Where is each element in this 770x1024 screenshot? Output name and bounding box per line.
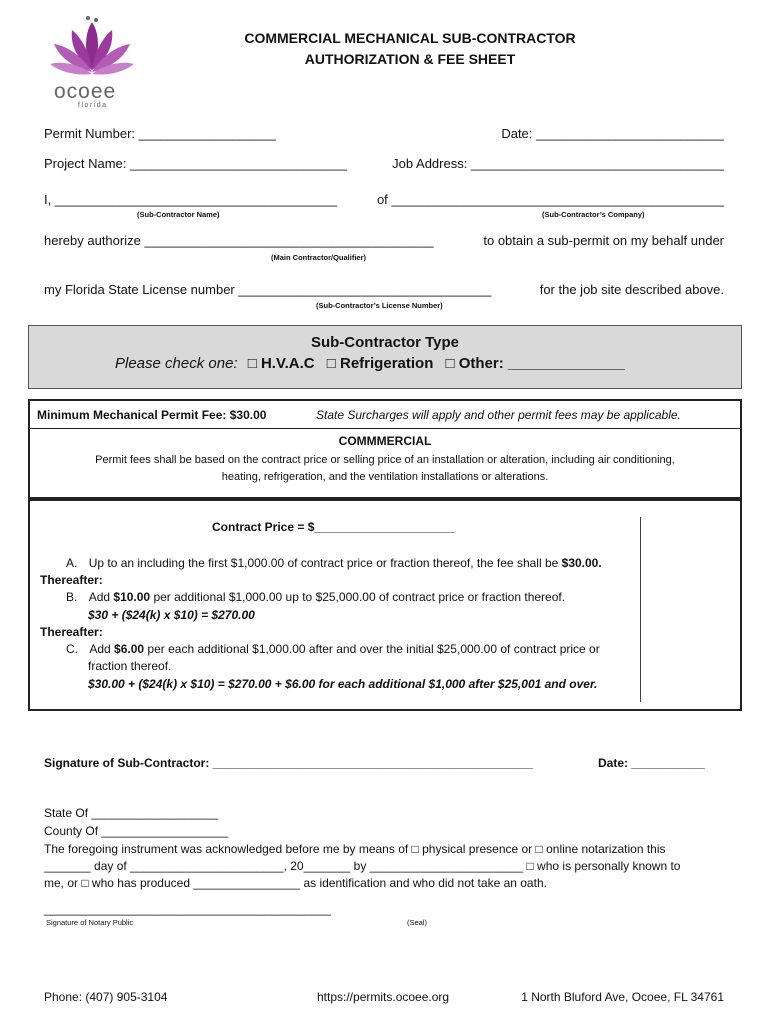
logo-sub: florida: [78, 102, 108, 109]
minimum-fee: Minimum Mechanical Permit Fee: $30.00: [37, 408, 267, 422]
fee-heading: COMMMERCIAL: [338, 434, 432, 448]
calc-right-rule: [640, 517, 641, 702]
rule-c: [66, 642, 600, 656]
footer-phone: Phone: (407) 905-3104: [44, 990, 168, 1004]
rule-c-text: per each additional $1,000.00 after and over the initial $25,000.00 of contract price or: [147, 642, 600, 656]
project-name-field[interactable]: Project Name: ______________________________: [44, 156, 347, 171]
rule-a-label: A.: [66, 556, 78, 570]
notary-line-1: The foregoing instrument was acknowledged before me by means of □ physical presence or □ online notarization this: [44, 842, 666, 856]
title-line-1: COMMERCIAL MECHANICAL SUB-CONTRACTOR: [244, 30, 576, 46]
type-box-options: [115, 355, 625, 372]
license-text: for the job site described above.: [539, 282, 724, 297]
hvac-checkbox[interactable]: □ H.V.A.C: [247, 355, 315, 372]
calculation-box: [28, 499, 742, 711]
sub-contractor-type-box: [28, 325, 742, 389]
page-title: [180, 28, 640, 70]
rule-c-formula: $30.00 + ($24(k) x $10) = $270.00 + $6.00 for each additional $1,000 after $25,001 and over.: [88, 677, 598, 691]
license-caption: (Sub-Contractor’s License Number): [316, 301, 443, 310]
sub-contractor-company-field[interactable]: of ______________________________________________: [376, 192, 724, 207]
rule-c-label: C.: [66, 642, 78, 656]
logo: [44, 14, 140, 110]
contract-price-field[interactable]: Contract Price = $_____________________: [212, 520, 455, 534]
date-field[interactable]: Date: __________________________: [501, 126, 724, 141]
thereafter-1: Thereafter:: [40, 573, 103, 587]
notary-state-field[interactable]: State Of ___________________: [44, 806, 219, 820]
rule-b-pre: Add: [88, 590, 111, 604]
rule-b-text: per additional $1,000.00 up to $25,000.00 of contract price or fraction thereof.: [153, 590, 566, 604]
authorize-text: to obtain a sub-permit on my behalf under: [483, 233, 724, 248]
sub-contractor-name-caption: (Sub-Contractor Name): [137, 210, 220, 219]
fee-description-1: Permit fees shall be based on the contract price or selling price of an installation or alteration, including air conditioning,: [95, 454, 675, 466]
job-address-field[interactable]: Job Address: ___________________________________: [392, 156, 724, 171]
rule-c-amount: $6.00: [114, 642, 145, 656]
sub-contractor-name-field[interactable]: I, _______________________________________: [44, 192, 337, 207]
rule-a-fee: $30.00.: [561, 556, 602, 570]
fee-description-2: heating, refrigeration, and the ventilation installations or alterations.: [221, 471, 549, 483]
rule-b-label: B.: [66, 590, 78, 604]
notary-seal: (Seal): [407, 918, 428, 927]
signature-field[interactable]: Signature of Sub-Contractor: ________________________________________________: [44, 756, 534, 770]
notary-line-3[interactable]: me, or □ who has produced ________________ as identification and who did not take an oath.: [44, 876, 547, 890]
type-box-prompt: Please check one:: [115, 355, 238, 372]
rule-b-amount: $10.00: [113, 590, 151, 604]
signature-date-field[interactable]: Date: ___________: [598, 756, 705, 770]
refrigeration-checkbox[interactable]: □ Refrigeration: [326, 355, 434, 372]
rule-b: [66, 590, 565, 604]
logo-brand: ocoee: [54, 80, 117, 103]
rule-c-pre: Add: [89, 642, 111, 656]
thereafter-2: Thereafter:: [40, 625, 103, 639]
surcharge-note: State Surcharges will apply and other permit fees may be applicable.: [316, 408, 681, 422]
lotus-flower-icon: [44, 14, 140, 84]
license-number-field[interactable]: my Florida State License number ___________________________________: [44, 282, 492, 297]
type-box-title: Sub-Contractor Type: [310, 334, 460, 351]
title-line-2: AUTHORIZATION & FEE SHEET: [304, 51, 516, 67]
main-contractor-caption: (Main Contractor/Qualifier): [271, 253, 367, 262]
main-contractor-field[interactable]: hereby authorize ________________________________________: [44, 233, 434, 248]
rule-a-text: Up to an including the first $1,000.00 of contract price or fraction thereof, the fee shall be: [88, 556, 559, 570]
notary-signature-line[interactable]: ___________________________________________: [44, 902, 331, 916]
other-checkbox[interactable]: □ Other: ______________: [445, 355, 625, 372]
permit-number-field[interactable]: Permit Number: ___________________: [44, 126, 277, 141]
footer-address: 1 North Bluford Ave, Ocoee, FL 34761: [521, 990, 724, 1004]
rule-a: [66, 556, 602, 570]
notary-line-2[interactable]: _______ day of _______________________, 20_______ by _______________________ □ who is personally known to: [44, 859, 681, 873]
rule-c-text-2: fraction thereof.: [88, 659, 172, 673]
notary-county-field[interactable]: County Of ___________________: [44, 824, 229, 838]
footer-url[interactable]: https://permits.ocoee.org: [317, 990, 450, 1004]
notary-signature-caption: Signature of Notary Public: [46, 918, 134, 927]
sub-contractor-company-caption: (Sub-Contractor’s Company): [542, 210, 645, 219]
fee-divider: [30, 428, 740, 429]
fee-box: [28, 399, 742, 499]
rule-b-formula: $30 + ($24(k) x $10) = $270.00: [88, 608, 255, 622]
